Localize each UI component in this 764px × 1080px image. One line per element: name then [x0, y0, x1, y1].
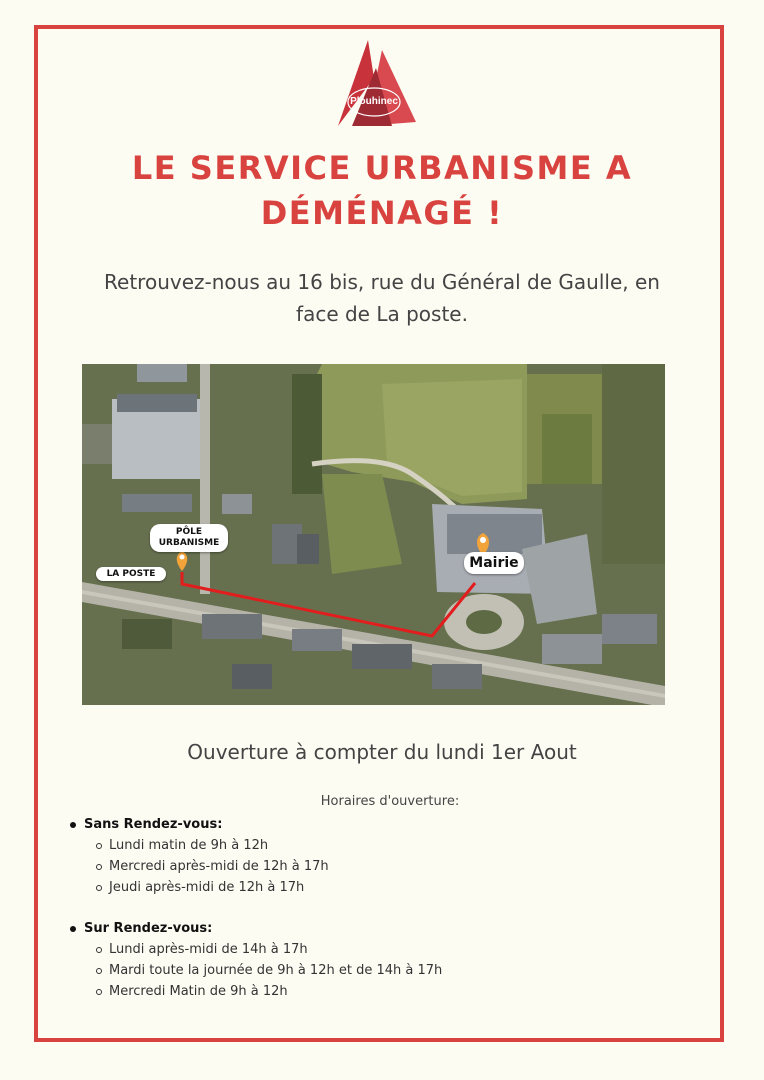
section-heading: Sans Rendez-vous:: [70, 815, 329, 835]
hours-section-sans-rdv: [70, 815, 329, 898]
hours-title: Horaires d'ouverture:: [320, 794, 460, 809]
hours-item: Mercredi Matin de 9h à 12h: [96, 981, 442, 1002]
section-heading: Sur Rendez-vous:: [70, 919, 442, 939]
hours-item: Mercredi après-midi de 12h à 17h: [96, 856, 329, 877]
logo-text: Plouhinec: [350, 96, 398, 107]
pole-label-line1: PÔLE: [175, 527, 203, 537]
opening-date: Ouverture à compter du lundi 1er Aout: [187, 740, 577, 764]
map-label-la-poste: LA POSTE: [96, 567, 166, 581]
hours-section-sur-rdv: [70, 919, 442, 1002]
hours-item: Lundi après-midi de 14h à 17h: [96, 939, 442, 960]
hours-item: Lundi matin de 9h à 12h: [96, 835, 329, 856]
map-label-pole-urbanisme: [150, 524, 228, 552]
hours-item: Jeudi après-midi de 12h à 17h: [96, 877, 329, 898]
page-title: LE SERVICE URBANISME A DÉMÉNAGÉ !: [131, 149, 633, 232]
address-text: Retrouvez-nous au 16 bis, rue du Général de Gaulle, en face de La poste.: [104, 270, 660, 326]
hours-item: Mardi toute la journée de 9h à 12h et de 14h à 17h: [96, 960, 442, 981]
pole-label-line2: URBANISME: [158, 538, 220, 548]
map-label-mairie: Mairie: [464, 552, 524, 574]
location-map[interactable]: [82, 364, 665, 705]
plouhinec-logo: [330, 38, 418, 128]
